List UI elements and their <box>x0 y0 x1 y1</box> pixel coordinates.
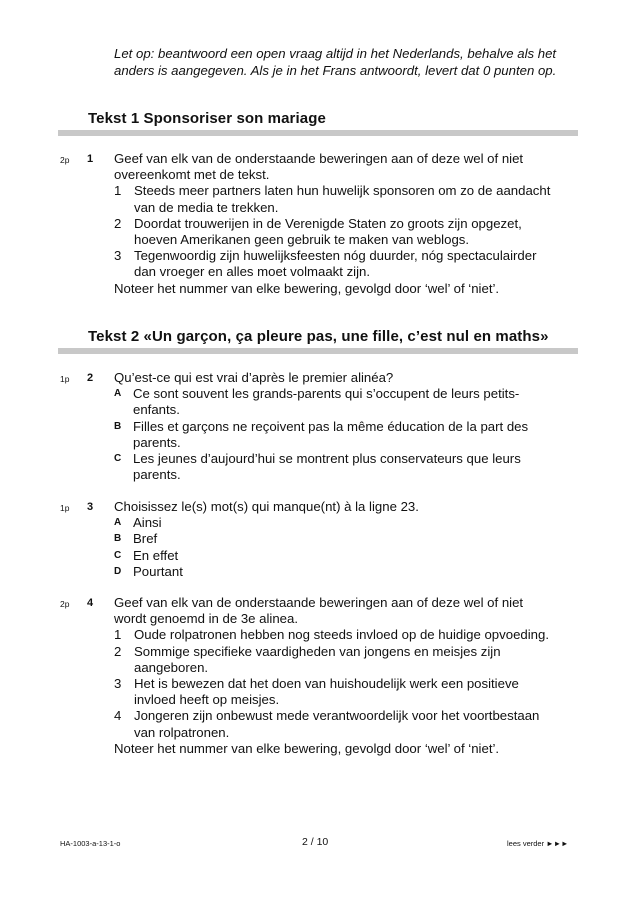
q3-option-text: En effet <box>133 547 179 563</box>
q3-stem: Choisissez le(s) mot(s) qui manque(nt) à la ligne 23. <box>114 499 419 514</box>
question-4 <box>114 595 559 757</box>
q4-statement <box>114 708 559 740</box>
instruction-line-2: anders is aangegeven. Als je in het Frans antwoordt, levert dat 0 punten op. <box>114 63 557 78</box>
q1-statement <box>114 248 559 280</box>
q2-option <box>114 419 554 451</box>
q3-option-letter: C <box>114 549 122 561</box>
section-2-title: Tekst 2 «Un garçon, ça pleure pas, une fille, c’est nul en maths» <box>88 328 549 345</box>
q4-statement <box>114 627 559 643</box>
question-3 <box>114 499 559 580</box>
q4-statement-text: Jongeren zijn onbewust mede verantwoordelijk voor het voortbestaan van rolpatronen. <box>134 708 540 740</box>
page-number: 2 / 10 <box>302 836 329 848</box>
q1-statement-text: Doordat trouwerijen in de Verenigde Staten zo groots zijn opgezet, hoeven Amerikanen geen gebruik te maken van weblogs. <box>134 215 522 248</box>
q1-closing-instruction: Noteer het nummer van elke bewering, gevolgd door ‘wel’ of ‘niet’. <box>114 280 500 296</box>
q3-option <box>114 515 559 531</box>
q2-option-letter: C <box>114 453 122 465</box>
q4-statement-text: Oude rolpatronen hebben nog steeds invloed op de huidige opvoeding. <box>134 627 550 643</box>
q3-number: 3 <box>87 501 94 513</box>
q4-statement-text: Sommige specifieke vaardigheden van jongens en meisjes zijn aangeboren. <box>134 643 501 675</box>
q1-number: 1 <box>87 153 94 165</box>
q1-stem: Geef van elk van de onderstaande beweringen aan of deze wel of niet overeenkomt met de tekst. <box>114 151 524 183</box>
q3-option <box>114 548 559 564</box>
q4-closing-instruction: Noteer het nummer van elke bewering, gevolgd door ‘wel’ of ‘niet’. <box>114 740 500 756</box>
exam-code: HA-1003-a-13-1-o <box>60 839 121 848</box>
q1-statement-text: Tegenwoordig zijn huwelijksfeesten nóg duurder, nóg spectaculairder dan vroeger en alles moet volmaakt zijn. <box>134 248 537 280</box>
q1-statement-list <box>114 183 559 280</box>
q1-statement-number: 2 <box>114 215 122 231</box>
q3-option-letter: D <box>114 565 122 577</box>
question-2 <box>114 370 554 483</box>
question-1 <box>114 151 559 297</box>
q2-option-letter: A <box>114 388 122 400</box>
q2-number: 2 <box>87 372 94 384</box>
q3-option-text: Bref <box>133 531 158 547</box>
q2-stem: Qu’est-ce qui est vrai d’après le premier alinéa? <box>114 370 394 385</box>
q2-option-letter: B <box>114 420 122 432</box>
q4-statement-number: 3 <box>114 676 122 692</box>
q4-number: 4 <box>87 597 94 609</box>
q4-points: 2p <box>60 599 70 609</box>
q4-statement-list <box>114 627 559 740</box>
q3-option <box>114 531 559 547</box>
q3-points: 1p <box>60 503 70 513</box>
instruction-note <box>114 45 584 79</box>
q2-option-list <box>114 386 554 483</box>
q1-statement <box>114 216 559 248</box>
q3-option-text: Ainsi <box>133 515 162 531</box>
q2-points: 1p <box>60 374 70 384</box>
q2-option-text: Ce sont souvent les grands-parents qui s’occupent de leurs petits-enfants. <box>133 386 520 418</box>
q1-statement-number: 3 <box>114 248 122 264</box>
q1-points: 2p <box>60 155 70 165</box>
q4-statement-number: 2 <box>114 643 122 659</box>
q3-option-text: Pourtant <box>133 563 183 579</box>
q3-option-letter: A <box>114 517 122 529</box>
q4-statement-text: Het is bewezen dat het doen van huishoudelijk werk een positieve invloed heeft op meisjes. <box>134 676 519 708</box>
q1-statement <box>114 183 559 215</box>
section-1-title: Tekst 1 Sponsoriser son mariage <box>88 110 326 127</box>
q2-option-text: Filles et garçons ne reçoivent pas la même éducation de la part des parents. <box>133 418 529 450</box>
q2-option <box>114 386 554 418</box>
q4-statement <box>114 644 559 676</box>
q4-statement-number: 4 <box>114 708 122 724</box>
q2-option <box>114 451 554 483</box>
q3-option <box>114 564 559 580</box>
q4-statement-number: 1 <box>114 627 122 643</box>
q1-statement-text: Steeds meer partners laten hun huwelijk sponsoren om zo de aandacht van de media te trekken. <box>134 183 551 215</box>
q4-stem: Geef van elk van de onderstaande beweringen aan of deze wel of niet wordt genoemd in de 3e alinea. <box>114 595 524 627</box>
section-1-divider <box>58 130 578 136</box>
q1-statement-number: 1 <box>114 183 122 199</box>
continue-indicator: lees verder ►►► <box>507 839 569 848</box>
q3-option-letter: B <box>114 533 122 545</box>
q4-statement <box>114 676 559 708</box>
instruction-line-1: Let op: beantwoord een open vraag altijd in het Nederlands, behalve als het <box>114 46 557 61</box>
q2-option-text: Les jeunes d’aujourd’hui se montrent plus conservateurs que leurs parents. <box>133 451 521 483</box>
q3-option-list <box>114 515 559 580</box>
section-2-divider <box>58 348 578 354</box>
